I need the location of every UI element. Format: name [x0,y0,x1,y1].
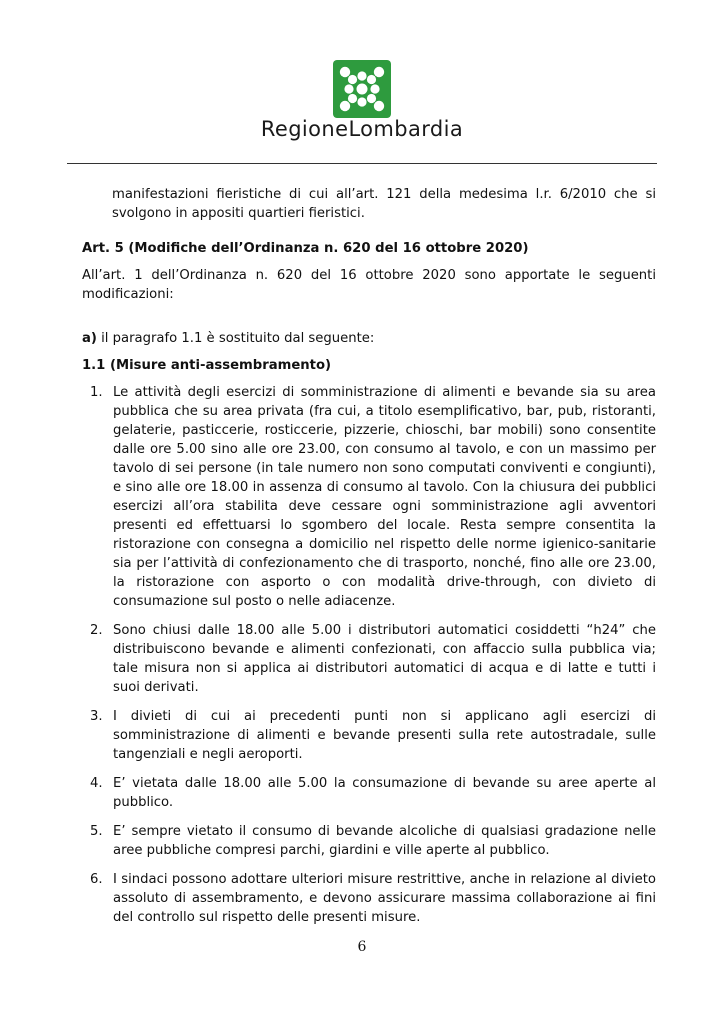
list-item-number: 5. [90,824,103,839]
measures-list [82,383,656,927]
list-item [82,822,656,860]
list-item-text: I sindaci possono adottare ulteriori misure restrittive, anche in relazione al divieto assoluto di assembramento, e devono assicurare massima collaborazione ai fini del controllo sul rispetto delle presenti misure. [113,872,656,925]
paragraph-a-text: il paragrafo 1.1 è sostituito dal seguente: [96,331,375,346]
article-intro: All’art. 1 dell’Ordinanza n. 620 del 16 ottobre 2020 sono apportate le seguenti modificazioni: [82,268,656,302]
list-item [82,707,656,764]
paragraph-a [82,329,656,348]
continuation-paragraph: manifestazioni fieristiche di cui all’art. 121 della medesima l.r. 6/2010 che si svolgono in appositi quartieri fieristici. [112,187,656,221]
list-item-number: 1. [90,385,103,400]
logo-wordmark: RegioneLombardia [260,117,464,141]
list-item-text: I divieti di cui ai precedenti punti non si applicano agli esercizi di somministrazione di alimenti e bevande presenti sulla rete autostradale, sulle tangenziali e negli aeroporti. [113,709,656,762]
header-divider [67,163,657,164]
page-header [0,0,724,170]
article-title: Art. 5 (Modifiche dell’Ordinanza n. 620 del 16 ottobre 2020) [82,241,529,256]
list-item-number: 6. [90,872,103,887]
list-item-text: Le attività degli esercizi di somministrazione di alimenti e bevande sia su area pubblica che su area privata (fra cui, a titolo esemplificativo, bar, pub, ristoranti, gelaterie, pasticcerie, rosticcerie, pizzerie, chioschi, bar mobili) sono consentite dalle ore 5.00 sino alle ore 23.00, con consumo al tavolo, e con un massimo per tavolo di sei persone (in tale numero non sono computati conviventi e congiunti), e sino alle ore 18.00 in assenza di consumo al tavolo. Con la chiusura dei pubblici esercizi all’ora stabilita deve cessare ogni somministrazione agli avventori presenti ed effettuarsi lo sgombero del locale. Resta sempre consentita la ristorazione con consegna a domicilio nel rispetto delle norme igienico-sanitarie sia per l’attività di confezionamento che di trasporto, nonché, fino alle ore 23.00, la ristorazione con asporto o con modalità drive-through, con divieto di consumazione sul posto o nelle adiacenze. [113,385,656,609]
list-item [82,774,656,812]
list-item [82,621,656,697]
page-number: 6 [357,939,367,955]
list-item-number: 4. [90,776,103,791]
document-body [82,185,656,937]
list-item [82,383,656,611]
list-item [82,870,656,927]
lombardia-rosa-camuna-icon [333,60,391,118]
list-item-number: 3. [90,709,103,724]
paragraph-a-label: a) [82,331,97,346]
list-item-text: E’ vietata dalle 18.00 alle 5.00 la consumazione di bevande su aree aperte al pubblico. [113,776,656,810]
list-item-text: Sono chiusi dalle 18.00 alle 5.00 i distributori automatici cosiddetti “h24” che distribuiscono bevande e alimenti confezionati, con affaccio sulla pubblica via; tale misura non si applica ai distributori automatici di acqua e di latte e tutti i suoi derivati. [113,623,656,695]
section-title: 1.1 (Misure anti-assembramento) [82,358,332,373]
list-item-text: E’ sempre vietato il consumo di bevande alcoliche di qualsiasi gradazione nelle aree pubbliche compresi parchi, giardini e ville aperte al pubblico. [113,824,656,858]
list-item-number: 2. [90,623,103,638]
